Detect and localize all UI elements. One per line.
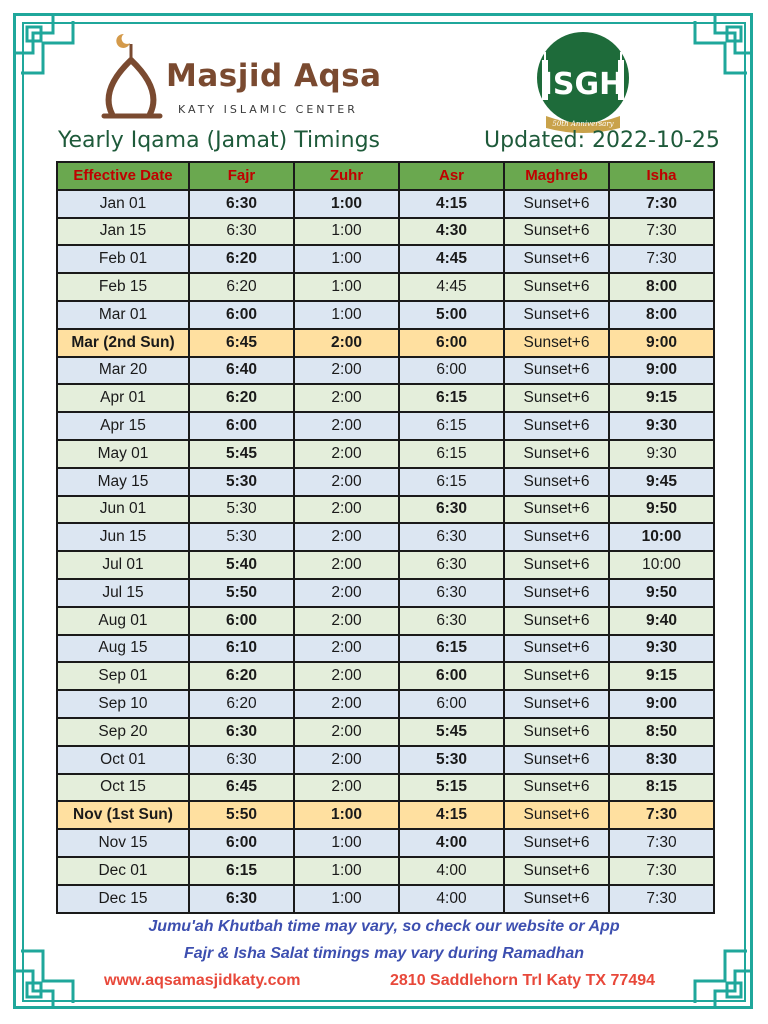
date-cell: Nov 15 [57,829,189,857]
table-row [57,746,714,774]
isha-cell: 7:30 [609,245,714,273]
asr-cell: 6:00 [399,329,504,357]
isha-cell: 10:00 [609,523,714,551]
isha-cell: 7:30 [609,885,714,913]
isha-cell: 10:00 [609,551,714,579]
zuhr-cell: 1:00 [294,801,399,829]
maghreb-cell: Sunset+6 [504,579,609,607]
table-row [57,857,714,885]
maghreb-cell: Sunset+6 [504,746,609,774]
table-row [57,357,714,385]
zuhr-cell: 2:00 [294,746,399,774]
fajr-cell: 6:00 [189,412,294,440]
asr-cell: 6:15 [399,635,504,663]
zuhr-cell: 1:00 [294,273,399,301]
table-row [57,245,714,273]
asr-cell: 4:30 [399,218,504,246]
maghreb-cell: Sunset+6 [504,440,609,468]
date-cell: Mar (2nd Sun) [57,329,189,357]
fajr-cell: 6:20 [189,662,294,690]
isha-cell: 9:00 [609,329,714,357]
zuhr-cell: 1:00 [294,857,399,885]
maghreb-cell: Sunset+6 [504,384,609,412]
date-cell: Jun 15 [57,523,189,551]
asr-cell: 6:15 [399,468,504,496]
table-row [57,690,714,718]
asr-cell: 4:00 [399,885,504,913]
isha-cell: 9:00 [609,690,714,718]
zuhr-cell: 2:00 [294,690,399,718]
isha-cell: 8:50 [609,718,714,746]
zuhr-cell: 2:00 [294,607,399,635]
table-row [57,218,714,246]
zuhr-cell: 1:00 [294,190,399,218]
fajr-cell: 6:20 [189,384,294,412]
maghreb-cell: Sunset+6 [504,551,609,579]
zuhr-cell: 2:00 [294,718,399,746]
anniversary-text: 50th Anniversary [552,120,614,128]
column-header: Zuhr [294,162,399,190]
maghreb-cell: Sunset+6 [504,829,609,857]
table-row [57,579,714,607]
column-header: Asr [399,162,504,190]
isha-cell: 9:50 [609,579,714,607]
fajr-cell: 5:30 [189,468,294,496]
asr-cell: 5:15 [399,774,504,802]
zuhr-cell: 1:00 [294,245,399,273]
date-cell: Oct 15 [57,774,189,802]
date-cell: Oct 01 [57,746,189,774]
maghreb-cell: Sunset+6 [504,412,609,440]
maghreb-cell: Sunset+6 [504,357,609,385]
fajr-cell: 5:45 [189,440,294,468]
maghreb-cell: Sunset+6 [504,468,609,496]
date-cell: Aug 01 [57,607,189,635]
address-text: 2810 Saddlehorn Trl Katy TX 77494 [390,972,656,989]
note-jumuah: Jumu'ah Khutbah time may vary, so check our website or App [148,918,620,935]
date-cell: Mar 01 [57,301,189,329]
isha-cell: 9:30 [609,440,714,468]
fajr-cell: 5:40 [189,551,294,579]
page-title: Yearly Iqama (Jamat) Timings [58,128,380,153]
zuhr-cell: 2:00 [294,384,399,412]
isha-cell: 8:00 [609,273,714,301]
isha-cell: 9:40 [609,607,714,635]
table-header-row [57,162,714,190]
asr-cell: 4:00 [399,829,504,857]
maghreb-cell: Sunset+6 [504,635,609,663]
isgh-logo-text: ISGH [541,67,625,102]
table-row [57,635,714,663]
table-row-highlight [57,801,714,829]
date-cell: Sep 20 [57,718,189,746]
asr-cell: 4:15 [399,190,504,218]
fajr-cell: 6:00 [189,301,294,329]
isha-cell: 7:30 [609,857,714,885]
fajr-cell: 6:30 [189,190,294,218]
zuhr-cell: 2:00 [294,496,399,524]
isha-cell: 8:00 [609,301,714,329]
date-cell: Sep 10 [57,690,189,718]
isha-cell: 9:00 [609,357,714,385]
asr-cell: 5:00 [399,301,504,329]
corner-ornament-top-left [13,13,83,83]
table-row [57,607,714,635]
date-cell: May 01 [57,440,189,468]
table-row [57,829,714,857]
zuhr-cell: 2:00 [294,662,399,690]
date-cell: Jul 15 [57,579,189,607]
isha-cell: 7:30 [609,218,714,246]
table-row [57,774,714,802]
table-row [57,468,714,496]
asr-cell: 4:00 [399,857,504,885]
note-ramadhan: Fajr & Isha Salat timings may vary during Ramadhan [183,945,585,962]
table-row [57,273,714,301]
fajr-cell: 6:30 [189,218,294,246]
table-row [57,496,714,524]
maghreb-cell: Sunset+6 [504,218,609,246]
isha-cell: 8:15 [609,774,714,802]
asr-cell: 6:30 [399,523,504,551]
iqama-timetable [56,161,715,914]
fajr-cell: 6:20 [189,273,294,301]
fajr-cell: 6:20 [189,690,294,718]
updated-date: Updated: 2022-10-25 [484,128,720,153]
maghreb-cell: Sunset+6 [504,774,609,802]
website-link[interactable]: www.aqsamasjidkaty.com [104,972,301,989]
asr-cell: 6:15 [399,384,504,412]
fajr-cell: 6:00 [189,829,294,857]
isha-cell: 9:30 [609,412,714,440]
isha-cell: 7:30 [609,801,714,829]
isha-cell: 9:45 [609,468,714,496]
fajr-cell: 6:15 [189,857,294,885]
column-header: Isha [609,162,714,190]
fajr-cell: 6:40 [189,357,294,385]
date-cell: Nov (1st Sun) [57,801,189,829]
table-row [57,301,714,329]
asr-cell: 6:30 [399,607,504,635]
table-row [57,412,714,440]
zuhr-cell: 1:00 [294,301,399,329]
fajr-cell: 6:20 [189,245,294,273]
maghreb-cell: Sunset+6 [504,190,609,218]
maghreb-cell: Sunset+6 [504,662,609,690]
date-cell: Jan 15 [57,218,189,246]
asr-cell: 6:00 [399,357,504,385]
date-cell: Mar 20 [57,357,189,385]
asr-cell: 6:30 [399,496,504,524]
column-header: Fajr [189,162,294,190]
table-row-highlight [57,329,714,357]
maghreb-cell: Sunset+6 [504,690,609,718]
maghreb-cell: Sunset+6 [504,523,609,551]
isgh-logo [528,30,638,135]
fajr-cell: 6:10 [189,635,294,663]
table-row [57,662,714,690]
isha-cell: 9:50 [609,496,714,524]
date-cell: Sep 01 [57,662,189,690]
table-row [57,384,714,412]
isha-cell: 7:30 [609,190,714,218]
asr-cell: 6:15 [399,412,504,440]
date-cell: May 15 [57,468,189,496]
fajr-cell: 6:30 [189,746,294,774]
fajr-cell: 6:30 [189,718,294,746]
isha-cell: 7:30 [609,829,714,857]
fajr-cell: 6:30 [189,885,294,913]
zuhr-cell: 2:00 [294,412,399,440]
zuhr-cell: 2:00 [294,440,399,468]
maghreb-cell: Sunset+6 [504,718,609,746]
fajr-cell: 6:45 [189,329,294,357]
isha-cell: 8:30 [609,746,714,774]
table-row [57,551,714,579]
column-header: Maghreb [504,162,609,190]
date-cell: Dec 15 [57,885,189,913]
table-row [57,190,714,218]
fajr-cell: 5:30 [189,496,294,524]
brand-subtitle: KATY ISLAMIC CENTER [178,103,358,116]
date-cell: Feb 01 [57,245,189,273]
maghreb-cell: Sunset+6 [504,245,609,273]
date-cell: Jan 01 [57,190,189,218]
zuhr-cell: 2:00 [294,774,399,802]
asr-cell: 4:45 [399,245,504,273]
isha-cell: 9:15 [609,384,714,412]
maghreb-cell: Sunset+6 [504,857,609,885]
zuhr-cell: 1:00 [294,829,399,857]
table-row [57,718,714,746]
date-cell: Apr 15 [57,412,189,440]
date-cell: Aug 15 [57,635,189,663]
zuhr-cell: 2:00 [294,579,399,607]
zuhr-cell: 2:00 [294,357,399,385]
date-cell: Feb 15 [57,273,189,301]
maghreb-cell: Sunset+6 [504,801,609,829]
zuhr-cell: 2:00 [294,523,399,551]
asr-cell: 6:15 [399,440,504,468]
fajr-cell: 6:45 [189,774,294,802]
asr-cell: 4:45 [399,273,504,301]
date-cell: Jul 01 [57,551,189,579]
isha-cell: 9:15 [609,662,714,690]
asr-cell: 5:45 [399,718,504,746]
zuhr-cell: 1:00 [294,885,399,913]
maghreb-cell: Sunset+6 [504,496,609,524]
zuhr-cell: 1:00 [294,218,399,246]
asr-cell: 6:00 [399,662,504,690]
maghreb-cell: Sunset+6 [504,607,609,635]
asr-cell: 4:15 [399,801,504,829]
asr-cell: 6:30 [399,579,504,607]
fajr-cell: 5:50 [189,579,294,607]
maghreb-cell: Sunset+6 [504,329,609,357]
fajr-cell: 5:30 [189,523,294,551]
column-header: Effective Date [57,162,189,190]
fajr-cell: 5:50 [189,801,294,829]
asr-cell: 6:30 [399,551,504,579]
maghreb-cell: Sunset+6 [504,273,609,301]
asr-cell: 6:00 [399,690,504,718]
date-cell: Apr 01 [57,384,189,412]
brand-name: Masjid Aqsa [166,58,382,94]
table-row [57,885,714,913]
zuhr-cell: 2:00 [294,468,399,496]
fajr-cell: 6:00 [189,607,294,635]
date-cell: Jun 01 [57,496,189,524]
zuhr-cell: 2:00 [294,635,399,663]
asr-cell: 5:30 [399,746,504,774]
table-row [57,440,714,468]
zuhr-cell: 2:00 [294,551,399,579]
table-row [57,523,714,551]
corner-ornament-top-right [685,13,755,83]
maghreb-cell: Sunset+6 [504,301,609,329]
date-cell: Dec 01 [57,857,189,885]
zuhr-cell: 2:00 [294,329,399,357]
maghreb-cell: Sunset+6 [504,885,609,913]
isha-cell: 9:30 [609,635,714,663]
